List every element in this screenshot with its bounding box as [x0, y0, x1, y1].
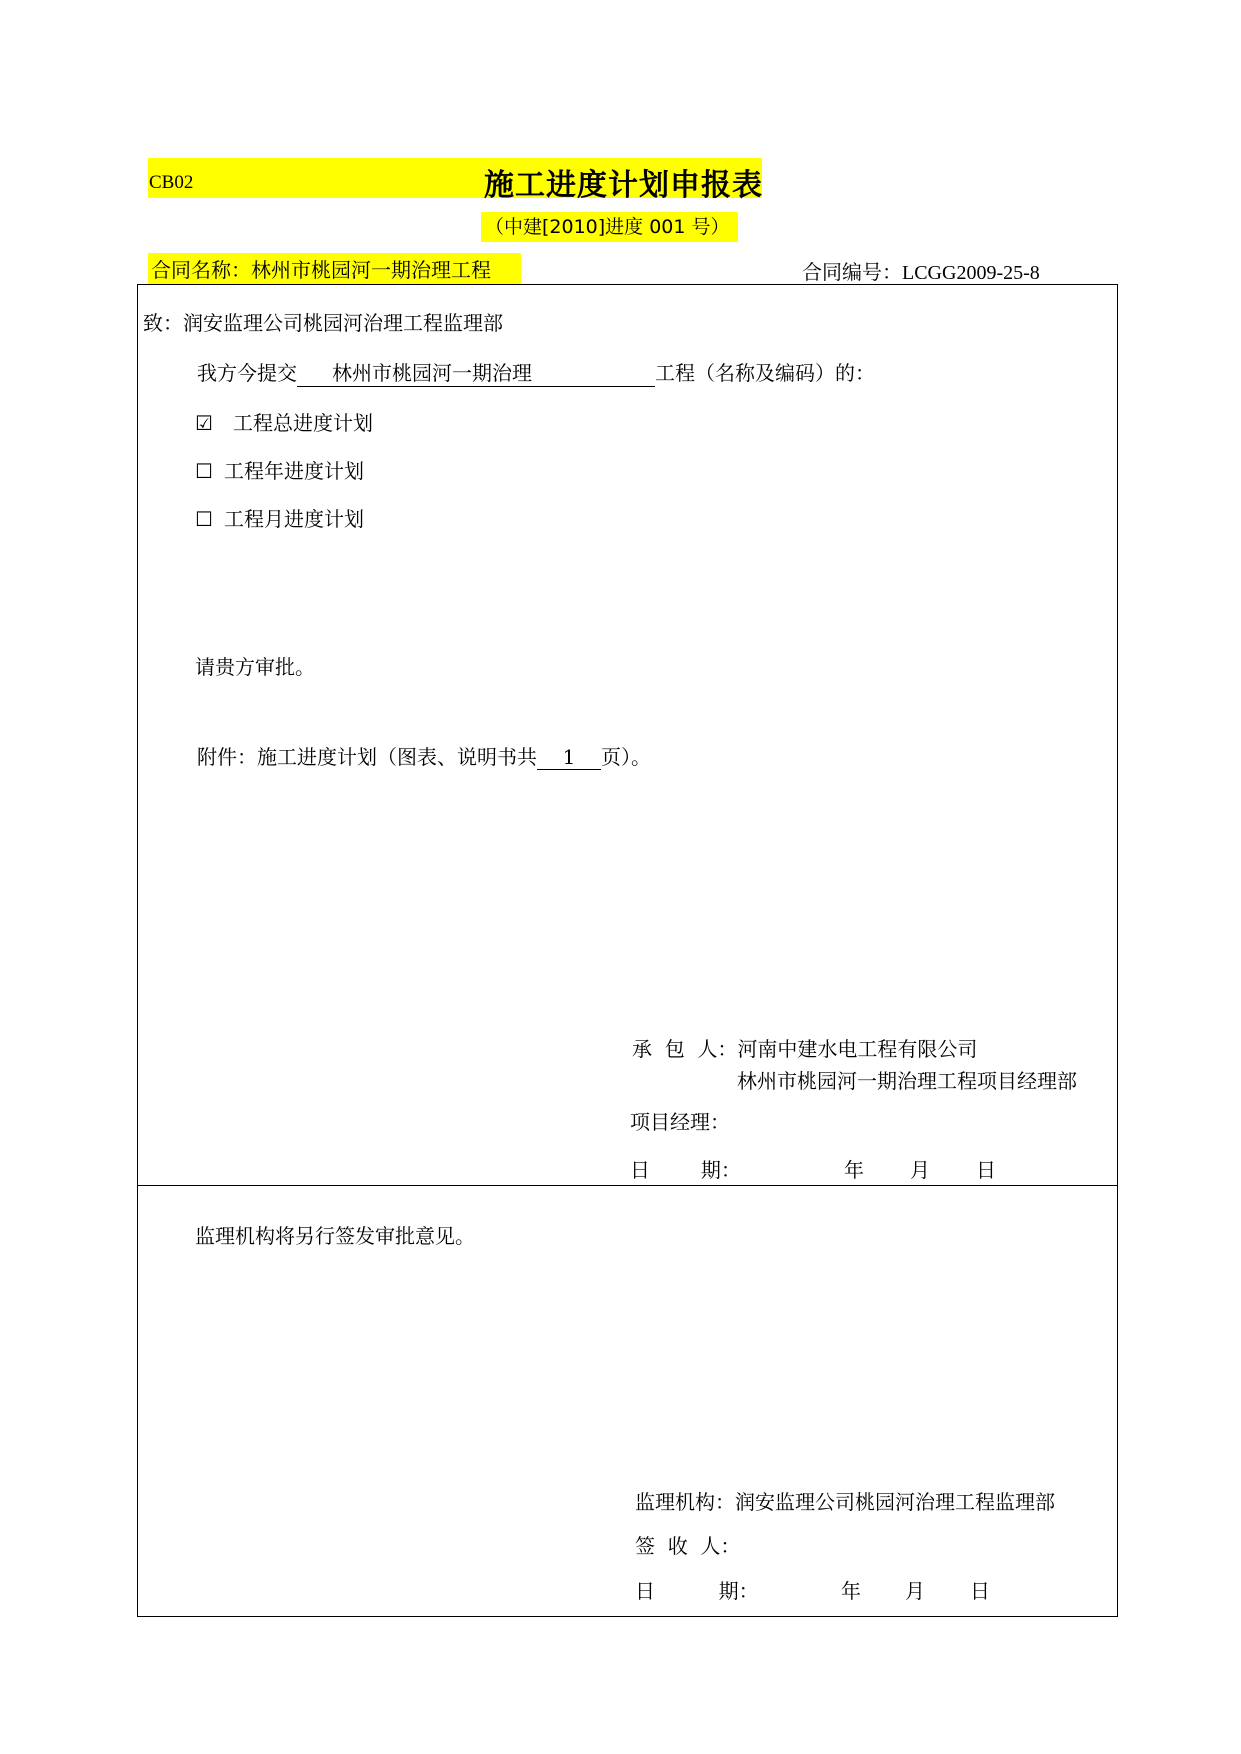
- submit-prefix: 我方今提交: [197, 361, 297, 385]
- approval-request: 请贵方审批。: [195, 655, 315, 679]
- contractor-date-day: 日: [976, 1158, 996, 1182]
- supervisor-org: 润安监理公司桃园河治理工程监理部: [735, 1490, 1055, 1514]
- supervisor-date-year: 年: [841, 1579, 861, 1603]
- contractor-section: [138, 285, 1117, 1186]
- option-label: 工程总进度计划: [233, 411, 373, 435]
- supervisor-section: [138, 1186, 1117, 1616]
- contract-name-label: 合同名称：: [151, 258, 251, 282]
- contract-number: [802, 256, 1040, 285]
- addressee: 致：润安监理公司桃园河治理工程监理部: [143, 311, 503, 335]
- contractor-company: 河南中建水电工程有限公司: [737, 1037, 978, 1061]
- contractor-date-label: 日 期：: [630, 1158, 741, 1182]
- contract-name-value: 林州市桃园河一期治理工程: [251, 258, 491, 282]
- attachment-prefix: 附件：施工进度计划（图表、说明书共: [197, 745, 537, 769]
- option-monthly-plan[interactable]: [195, 503, 364, 532]
- contract-number-value: LCGG2009-25-8: [902, 262, 1040, 284]
- submit-suffix: 工程（名称及编码）的：: [655, 361, 875, 385]
- project-name-value: 林州市桃园河一期治理: [332, 361, 532, 385]
- attachment-pages-field[interactable]: 1: [537, 745, 601, 770]
- supervisor-note: 监理机构将另行签发审批意见。: [195, 1224, 475, 1248]
- option-annual-plan[interactable]: [195, 455, 364, 484]
- option-overall-plan[interactable]: [195, 407, 373, 436]
- project-name-field[interactable]: [297, 357, 655, 387]
- attachment-suffix: 页）。: [601, 745, 651, 769]
- checkbox-icon[interactable]: ☐: [195, 459, 213, 483]
- contract-number-label: 合同编号：: [802, 260, 902, 284]
- contractor-line: [632, 1033, 977, 1062]
- checkbox-icon[interactable]: ☐: [195, 507, 213, 531]
- option-label: 工程月进度计划: [224, 507, 364, 531]
- supervisor-org-label: 监理机构：: [635, 1490, 735, 1514]
- document-number: （中建[2010]进度 001 号）: [481, 212, 738, 242]
- contractor-date-month: 月: [910, 1158, 930, 1182]
- contractor-department: 林州市桃园河一期治理工程项目经理部: [737, 1069, 1077, 1093]
- contractor-date-year: 年: [844, 1158, 864, 1182]
- page-title: 施工进度计划申报表: [484, 168, 763, 203]
- form-code: CB02: [149, 172, 194, 193]
- receiver-label: 签 收 人：: [635, 1534, 741, 1558]
- contractor-label: 承 包 人：: [632, 1037, 738, 1061]
- supervisor-date-month: 月: [905, 1579, 925, 1603]
- project-manager-label: 项目经理：: [630, 1110, 730, 1134]
- form-table: [137, 284, 1118, 1617]
- checkbox-checked-icon[interactable]: ☑: [195, 411, 213, 435]
- supervisor-date-day: 日: [970, 1579, 990, 1603]
- supervisor-date-label: 日 期：: [635, 1579, 759, 1603]
- attachment-line: [197, 741, 651, 770]
- contract-name: [148, 253, 521, 285]
- supervisor-org-line: [635, 1486, 1055, 1515]
- submit-statement: [197, 357, 875, 387]
- option-label: 工程年进度计划: [224, 459, 364, 483]
